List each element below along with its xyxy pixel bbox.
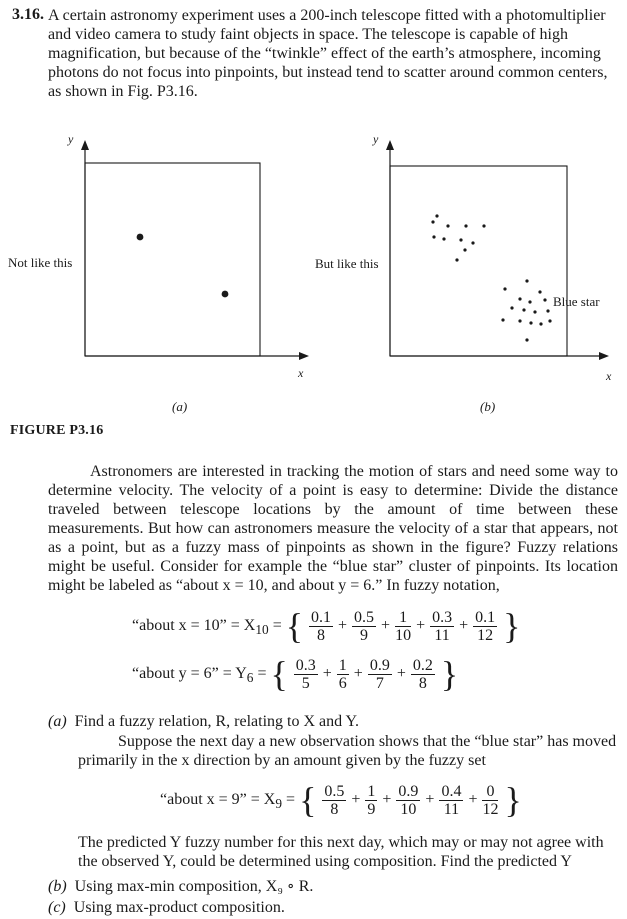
fraction-denominator: 8 xyxy=(330,800,339,818)
eq3-plus: + xyxy=(351,791,361,808)
part-c xyxy=(48,898,285,917)
eq1-terms xyxy=(307,608,499,644)
fraction-numerator: 0.9 xyxy=(398,782,419,800)
part-b xyxy=(48,877,313,896)
fraction-denominator: 7 xyxy=(375,674,384,692)
figure-b-panel xyxy=(386,140,609,360)
eq1-plus: + xyxy=(459,617,469,634)
eq1-lhs: “about x = 10” = X xyxy=(132,617,256,634)
figure-a-x-label: x xyxy=(298,366,304,380)
eq3-fraction xyxy=(322,783,346,818)
eq2-terms xyxy=(292,656,437,692)
fraction-numerator: 0.3 xyxy=(295,656,316,674)
eq3-plus: + xyxy=(382,791,392,808)
figure-a-sublabel: (a) xyxy=(172,399,188,414)
eq1-plus: + xyxy=(416,617,426,634)
eq3-terms xyxy=(320,782,500,818)
figure-b-cluster-1 xyxy=(431,214,485,261)
eq1-open-brace: { xyxy=(285,606,303,646)
figure-a-side-label: Not like this xyxy=(8,255,73,270)
eq3-subscript: 9 xyxy=(275,795,283,811)
figure-a-y-arrow xyxy=(81,140,89,150)
fraction-denominator: 8 xyxy=(418,674,427,692)
figure-b-sublabel: (b) xyxy=(480,399,496,414)
figure-b-star-label: Blue star xyxy=(553,294,600,309)
part-a-label: (a) xyxy=(48,713,67,730)
fraction-denominator: 9 xyxy=(367,800,376,818)
figure-p3-16 xyxy=(0,0,627,420)
fraction-numerator: 0.9 xyxy=(369,656,390,674)
figure-b-x-arrow xyxy=(599,352,609,360)
figure-b-y-label: y xyxy=(373,132,379,146)
eq1-fraction xyxy=(352,609,376,644)
fraction-denominator: 11 xyxy=(443,800,460,818)
eq3-fraction xyxy=(482,783,498,818)
eq2-plus: + xyxy=(353,665,363,682)
eq1-fraction xyxy=(309,609,333,644)
eq3-open-brace: { xyxy=(299,780,317,820)
figure-b-x-label: x xyxy=(606,369,612,383)
figure-a-point-2 xyxy=(222,291,229,298)
eq3-plus: + xyxy=(425,791,435,808)
fraction-denominator: 8 xyxy=(317,626,325,644)
eq2-plus: + xyxy=(322,665,332,682)
eq2-fraction xyxy=(337,657,349,692)
fraction-numerator: 0.5 xyxy=(324,782,345,800)
eq3-plus: + xyxy=(468,791,478,808)
fraction-numerator: 1 xyxy=(395,609,411,627)
figure-b-y-arrow xyxy=(386,140,394,150)
figure-b-cluster-blue-star xyxy=(501,279,551,341)
figure-a-frame xyxy=(85,163,260,356)
part-c-text: Using max-product composition. xyxy=(73,899,285,916)
figure-caption: FIGURE P3.16 xyxy=(10,423,104,438)
fraction-denominator: 11 xyxy=(434,626,450,644)
eq3-fraction xyxy=(396,783,420,818)
fraction-numerator: 0.3 xyxy=(432,608,453,626)
figure-a-panel xyxy=(81,140,309,360)
figure-a-point-1 xyxy=(137,234,144,241)
eq1-fraction xyxy=(430,609,454,644)
figure-a-y-label: y xyxy=(68,132,74,146)
eq1-fraction xyxy=(395,609,411,644)
eq3-lhs: “about x = 9” = X xyxy=(160,791,276,808)
fraction-numerator: 0.4 xyxy=(441,782,462,800)
eq2-fraction xyxy=(294,657,318,692)
part-b-text: Using max-min composition, X₉ ∘ R. xyxy=(74,878,314,895)
part-a xyxy=(48,712,359,731)
body-paragraph: Astronomers are interested in tracking the motion of stars and need some way to determine velocity. The velocity of a point is easy to determine: Divide the distance traveled between telescope locations by the amount of time between these measurements. But how can astronomers measure the velocity of a star that appears, not as a point, but as a fuzzy mass of pinpoints as shown in the figure? Fuzzy relations might be useful. Consider for example the “blue star” cluster of pinpoints. Its location might be labeled as “about x = 10, and about y = 6.” In fuzzy notation, xyxy=(48,463,618,594)
fraction-denominator: 12 xyxy=(477,626,494,644)
eq3-fraction xyxy=(365,783,377,818)
eq2-subscript: 6 xyxy=(246,669,254,685)
problem-number: 3.16. xyxy=(12,6,44,23)
eq1-plus: + xyxy=(338,617,348,634)
fraction-numerator: 0.1 xyxy=(475,608,496,626)
equation-about-y-6: “about y = 6” = $Y_6$ = { $\frac{0.3}{5}$ + $\frac{1}{6}$ + $\frac{0.9}{7}$ + $\frac{0.2}{8}$ } xyxy=(132,654,459,694)
part-a-text: Find a fuzzy relation, R, relating to X and Y. xyxy=(74,713,360,730)
part-b-label: (b) xyxy=(48,878,67,895)
eq1-fraction xyxy=(473,609,497,644)
part-a-followup: Suppose the next day a new observation shows that the “blue star” has moved primarily in the x direction by an amount given by the fuzzy set xyxy=(78,733,617,769)
figure-b-frame xyxy=(390,166,567,356)
fraction-denominator: 10 xyxy=(400,800,417,818)
part-c-label: (c) xyxy=(48,899,66,916)
fraction-denominator: 5 xyxy=(301,674,310,692)
fraction-numerator: 0 xyxy=(482,783,498,801)
fraction-denominator: 12 xyxy=(482,800,499,818)
eq1-subscript: 10 xyxy=(255,621,269,637)
fraction-denominator: 10 xyxy=(395,626,412,644)
fraction-numerator: 0.5 xyxy=(354,608,375,626)
eq2-fraction xyxy=(411,657,435,692)
fraction-denominator: 9 xyxy=(360,626,369,644)
fraction-denominator: 6 xyxy=(338,674,347,692)
eq3-close-brace: } xyxy=(504,780,522,820)
eq2-lhs: “about y = 6” = Y xyxy=(132,665,247,682)
eq2-open-brace: { xyxy=(270,654,288,694)
figure-a-x-arrow xyxy=(299,352,309,360)
eq1-close-brace: } xyxy=(503,606,521,646)
fraction-numerator: 0.1 xyxy=(311,608,331,626)
eq2-plus: + xyxy=(396,665,406,682)
predicted-paragraph: The predicted Y fuzzy number for this next day, which may or may not agree with the observed Y, could be determined using composition. Find the predicted Y xyxy=(78,834,604,870)
fraction-numerator: 1 xyxy=(338,656,347,674)
eq1-plus: + xyxy=(381,617,391,634)
fraction-numerator: 1 xyxy=(367,782,376,800)
equation-about-x-9: “about x = 9” = $X_9$ = { $\frac{0.5}{8}$ + $\frac{1}{9}$ + $\frac{0.9}{10}$ + $\frac{0.4}{11}$ + $\frac{0}{12}$ } xyxy=(160,780,522,820)
equation-about-x-10: “about x = 10” = $X_{10}$ = { $\frac{0.1}{8}$ + $\frac{0.5}{9}$ + $\frac{1}{10}$ + $\frac{0.3}{11}$ + $\frac{0.1}{12}$ } xyxy=(132,606,521,646)
eq3-fraction xyxy=(439,783,463,818)
eq2-fraction xyxy=(368,657,392,692)
figure-b-side-label: But like this xyxy=(315,256,379,271)
problem-intro: A certain astronomy experiment uses a 200-inch telescope fitted with a photomultiplier and video camera to study faint objects in space. The telescope is capable of high magnification, but because of the “twinkle” effect of the earth’s atmosphere, incoming photons do not focus into pinpoints, but instead tend to scatter around common centers, as shown in Fig. P3.16. xyxy=(48,7,608,100)
eq2-close-brace: } xyxy=(440,654,459,694)
fraction-numerator: 0.2 xyxy=(412,656,433,674)
